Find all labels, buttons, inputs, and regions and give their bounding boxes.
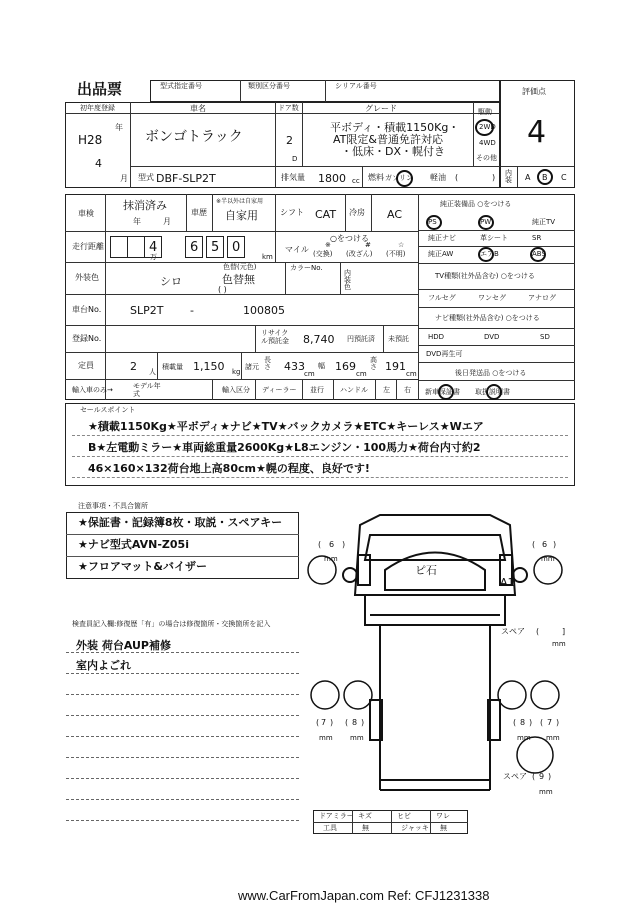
- displacement-unit: cc: [352, 177, 360, 185]
- fuel-gasoline-circle: [396, 170, 413, 187]
- car-name-value: ボンゴトラック: [145, 129, 243, 145]
- equipment-item: 革シート: [480, 234, 508, 242]
- car-name-label: 車名: [190, 104, 206, 113]
- fuel-gasoline: ガソリン: [385, 174, 413, 182]
- sales-label: セールスポイント: [80, 406, 136, 414]
- tv-item: アナログ: [528, 294, 556, 302]
- tv-item: ワンセグ: [478, 294, 506, 302]
- tire-fl-depth: 6: [329, 540, 335, 549]
- load-label: 積載量: [162, 363, 183, 371]
- equipment-item: 純正ナビ: [428, 234, 456, 242]
- model-label: 型式: [138, 173, 154, 182]
- equipment-item: 純正AW: [428, 250, 454, 258]
- mirror-cell: 無: [440, 824, 447, 832]
- grade-line-2: AT限定&普通免許対応: [333, 133, 443, 146]
- dvd-label: DVD再生可: [426, 350, 463, 358]
- mirror-cell: 無: [362, 824, 369, 832]
- mirror-cell: 工具: [323, 824, 337, 832]
- mileage-digit: 6: [190, 240, 199, 255]
- chassis-number: 100805: [243, 304, 285, 317]
- drive-label: 駆動: [478, 108, 492, 116]
- doors-label: ドア数: [278, 104, 299, 112]
- page-title: 出品票: [77, 80, 123, 98]
- navi-item: SD: [540, 333, 550, 341]
- mileage-digit-box: [110, 236, 128, 258]
- displacement-label: 排気量: [281, 173, 305, 182]
- watermark: www.CarFromJapan.com Ref: CFJ1231338: [238, 888, 490, 903]
- drive-2wd-circle: [475, 119, 494, 136]
- equipment-item: 純正TV: [532, 218, 556, 226]
- color-change-label: 色替(元色): [223, 263, 257, 271]
- inspection-label: 車検: [78, 209, 94, 218]
- chassis-prefix: SLP2T: [130, 304, 164, 317]
- tv-item: フルセグ: [428, 294, 456, 302]
- capacity-label: 定員: [78, 361, 94, 370]
- first-reg-label: 初年度登録: [80, 104, 115, 112]
- windshield-note: ピ石: [415, 564, 437, 577]
- color-value: シロ: [160, 275, 182, 288]
- mirror-cell: ジャッキ: [401, 824, 429, 832]
- inspector-line-1: 外装 荷台AUP補修: [76, 639, 171, 652]
- notes-line-3: ★フロアマット&バイザー: [78, 560, 208, 573]
- score-value: 4: [527, 115, 547, 150]
- color-no-label: カラーNo.: [290, 264, 323, 272]
- navi-item: HDD: [428, 333, 445, 341]
- category-label: 類別区分番号: [248, 82, 290, 90]
- mileage-digit: 5: [211, 240, 220, 255]
- score-label: 評価点: [522, 87, 546, 96]
- interior-label: 内装: [505, 169, 512, 184]
- tire-fr-depth: 6: [542, 540, 548, 549]
- capacity-value: 2: [130, 360, 137, 373]
- recycle-value: 8,740: [303, 333, 335, 346]
- equipment-circle: [478, 215, 494, 230]
- mile-label: マイル: [285, 245, 309, 254]
- designation-label: 型式指定番号: [160, 82, 202, 90]
- serial-label: シリアル番号: [335, 82, 377, 90]
- equipment-circle: [478, 247, 494, 262]
- interior-color-label: 内装色: [344, 269, 351, 291]
- a1-note: A1: [500, 576, 515, 589]
- equipment-item: ABS: [532, 250, 546, 258]
- grade-line-3: ・低床・DX・幌付き: [341, 145, 446, 158]
- equipment-title: 純正装備品 ○をつける: [440, 200, 512, 208]
- tire-rl-inner-depth: 8: [352, 718, 358, 727]
- length-value: 433: [284, 360, 305, 373]
- usage-note: ※半以外は自家用: [216, 198, 264, 205]
- drive-4wd: 4WD: [479, 139, 496, 147]
- import-label: 輸入車のみ→: [72, 386, 113, 394]
- equipment-item: SR: [532, 234, 542, 242]
- mileage-digit: 4: [149, 240, 158, 255]
- tire-rr-inner-depth: 8: [520, 718, 526, 727]
- model-value: DBF-SLP2T: [156, 172, 216, 185]
- chassis-label: 車台No.: [72, 305, 102, 314]
- drive-other: その他: [476, 154, 497, 162]
- tire-rr-outer-depth: 7: [547, 718, 553, 727]
- sales-line-3: 46×160×132荷台地上高80cm★幌の程度、良好です!: [88, 462, 370, 475]
- spare-depth: 9: [539, 772, 545, 781]
- mirror-header: ヒビ: [397, 812, 411, 820]
- inspector-label: 検査員記入欄:修復歴「有」の場合は修復箇所・交換箇所を記入: [72, 620, 271, 628]
- notes-line-2: ★ナビ型式AVN-Z05i: [78, 538, 189, 551]
- interior-a: A: [525, 173, 531, 182]
- sales-line-1: ★積載1150Kg★平ボディ★ナビ★TV★バックカメラ★ETC★キーレス★Wエア: [88, 420, 484, 433]
- docs-warranty: 新車保証書: [425, 388, 460, 396]
- first-reg-month: 4: [95, 157, 102, 170]
- inspector-line-2: 室内よごれ: [76, 659, 131, 672]
- recycle-label: リサイクル預託金: [261, 329, 289, 346]
- first-reg-era: H28: [78, 133, 103, 147]
- usage-label: 車歴: [191, 208, 207, 217]
- mirror-header: ドアミラー: [319, 812, 354, 820]
- notes-label: 注意事項・不具合箇所: [78, 502, 148, 510]
- first-reg-year-unit: 年: [115, 123, 123, 132]
- mileage-digit: 0: [232, 240, 241, 255]
- height-value: 191: [385, 360, 406, 373]
- model-year-label: モデル年式: [133, 382, 161, 399]
- navi-item: DVD: [484, 333, 500, 341]
- sales-line-2: B★左電動ミラー★車両総重量2600Kg★L8エンジン・100馬力★荷台内寸約2: [88, 441, 481, 454]
- oil-label: 軽油: [430, 173, 446, 182]
- interior-c: C: [561, 173, 567, 182]
- mile-check: ○をつける: [330, 234, 369, 243]
- mirror-header: ワレ: [436, 812, 450, 820]
- drive-2wd: 2WD: [479, 123, 496, 131]
- color-label: 外装色: [75, 273, 99, 282]
- equipment-item: PS: [428, 218, 437, 226]
- notes-line-1: ★保証書・記録簿8枚・取説・スペアキー: [78, 516, 283, 529]
- first-reg-month-unit: 月: [120, 174, 128, 183]
- displacement-value: 1800: [318, 172, 346, 185]
- shift-label: シフト: [280, 208, 304, 217]
- door-unit: D: [292, 155, 298, 163]
- grade-line-1: 平ボディ・積載1150Kg・: [330, 121, 460, 134]
- mileage-digit-box: [127, 236, 145, 258]
- equipment-item: PW: [480, 218, 492, 226]
- usage-value: 自家用: [225, 209, 258, 222]
- interior-b: B: [542, 173, 548, 182]
- fuel-label: 燃料: [368, 173, 384, 182]
- grade-label: グレード: [365, 104, 397, 113]
- docs-manual: 取扱説明書: [475, 388, 510, 396]
- width-value: 169: [335, 360, 356, 373]
- inspection-value: 抹消済み: [123, 199, 167, 212]
- mileage-label: 走行距離: [72, 242, 104, 251]
- equipment-circle: [530, 247, 546, 262]
- ac-label: 冷房: [349, 208, 365, 217]
- mirror-header: キズ: [358, 812, 372, 820]
- tire-rl-outer-depth: 7: [321, 718, 327, 727]
- equipment-item: エアB: [480, 250, 499, 258]
- reg-no-label: 登録No.: [72, 334, 102, 343]
- load-value: 1,150: [193, 360, 225, 373]
- equipment-circle: [426, 215, 442, 230]
- shift-value: CAT: [315, 208, 337, 221]
- ac-value: AC: [387, 208, 403, 221]
- color-change-value: 色替無: [222, 273, 255, 286]
- doors-value: 2: [286, 134, 293, 147]
